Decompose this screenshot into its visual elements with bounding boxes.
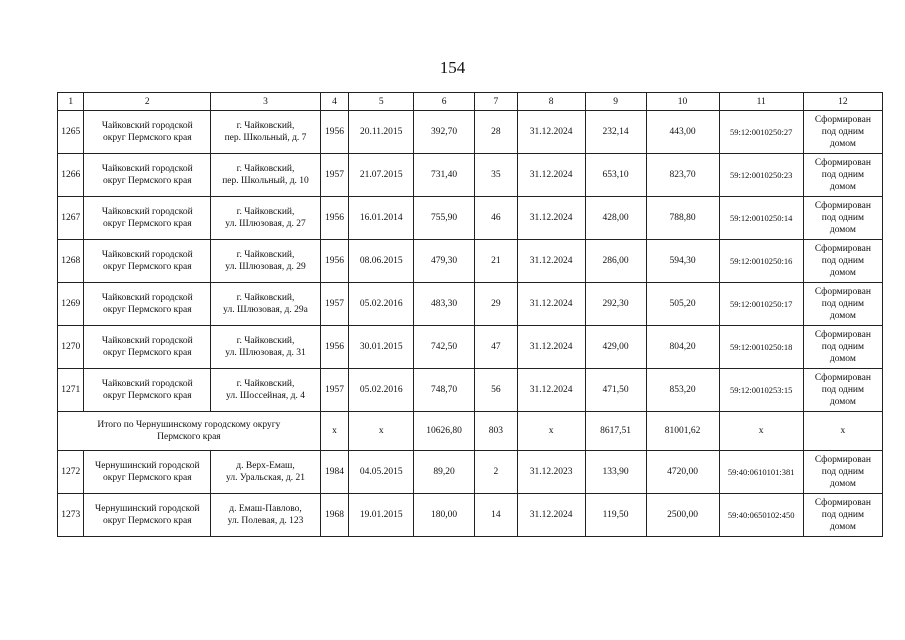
header-cell: 5 [349,93,414,111]
table-row [58,283,883,326]
status-cell-line: домом [829,397,856,407]
date-cell: 20.11.2015 [349,111,414,154]
district-cell [84,154,211,197]
status-cell-line: домом [829,354,856,364]
district-cell-line: Чайковский городской [101,379,193,389]
table-row [58,494,883,537]
district-cell [84,451,211,494]
total-row [58,412,883,451]
area-cell: 479,30 [414,240,475,283]
year-cell: 1957 [320,369,348,412]
status-cell [803,369,882,412]
district-cell-line: Чайковский городской [101,336,193,346]
residents-cell: 47 [475,326,518,369]
row-number-cell: 1271 [58,369,84,412]
year-cell: 1957 [320,154,348,197]
cadastral-cell: 59:12:0010250:27 [719,111,803,154]
area-cell: 748,70 [414,369,475,412]
table-row [58,111,883,154]
date-cell: 04.05.2015 [349,451,414,494]
area2-cell: 428,00 [585,197,646,240]
residents-cell: 21 [475,240,518,283]
district-cell [84,197,211,240]
area3-cell: 4720,00 [646,451,719,494]
status-cell-line: под одним [821,213,865,223]
status-cell [803,154,882,197]
address-cell-line: д. Верх-Емаш, [236,461,295,471]
deadline-cell: 31.12.2024 [517,494,585,537]
address-cell-line: ул. Шлюзовая, д. 29а [223,305,308,315]
status-cell-line: домом [829,479,856,489]
year-cell: 1956 [320,240,348,283]
address-cell [211,283,321,326]
area-cell: 731,40 [414,154,475,197]
table-row [58,197,883,240]
header-cell: 9 [585,93,646,111]
table-row [58,154,883,197]
area-cell: 89,20 [414,451,475,494]
district-cell-line: Чернушинский городской [95,461,200,471]
district-cell-line: Чайковский городской [101,164,193,174]
year-cell: 1956 [320,197,348,240]
status-cell-line: под одним [821,385,865,395]
area3-cell: 443,00 [646,111,719,154]
status-cell-line: под одним [821,342,865,352]
year-cell: 1956 [320,111,348,154]
year-cell: 1956 [320,326,348,369]
deadline-cell: 31.12.2024 [517,326,585,369]
header-cell: 8 [517,93,585,111]
address-cell-line: ул. Шлюзовая, д. 31 [225,348,306,358]
address-cell-line: г. Чайковский, [236,207,295,217]
date-cell: 16.01.2014 [349,197,414,240]
status-cell-line: под одним [821,127,865,137]
status-cell-line: Сформирован [814,158,871,168]
address-cell-line: д. Емаш-Павлово, [229,504,302,514]
area2-cell: 119,50 [585,494,646,537]
district-cell-line: округ Пермского края [103,176,192,186]
status-cell-line: под одним [821,467,865,477]
address-cell-line: г. Чайковский, [236,293,295,303]
table-row [58,326,883,369]
deadline-cell: 31.12.2023 [517,451,585,494]
date-cell: 08.06.2015 [349,240,414,283]
total-value-cell: х [517,412,585,451]
district-cell-line: округ Пермского края [103,516,192,526]
year-cell: 1957 [320,283,348,326]
residents-cell: 35 [475,154,518,197]
address-cell-line: ул. Шлюзовая, д. 29 [225,262,306,272]
status-cell-line: под одним [821,256,865,266]
status-cell [803,451,882,494]
date-cell: 19.01.2015 [349,494,414,537]
district-cell-line: Чайковский городской [101,250,193,260]
status-cell-line: под одним [821,299,865,309]
total-value-cell: 8617,51 [585,412,646,451]
cadastral-cell: 59:12:0010250:23 [719,154,803,197]
address-cell-line: ул. Шоссейная, д. 4 [226,391,306,401]
row-number-cell: 1272 [58,451,84,494]
row-number-cell: 1270 [58,326,84,369]
area3-cell: 594,30 [646,240,719,283]
status-cell-line: Сформирован [814,498,871,508]
district-cell [84,111,211,154]
row-number-cell: 1265 [58,111,84,154]
district-cell-line: округ Пермского края [103,133,192,143]
deadline-cell: 31.12.2024 [517,369,585,412]
area3-cell: 853,20 [646,369,719,412]
total-value-cell: х [719,412,803,451]
header-cell: 3 [211,93,321,111]
cadastral-cell: 59:12:0010250:16 [719,240,803,283]
district-cell-line: Чайковский городской [101,121,193,131]
row-number-cell: 1268 [58,240,84,283]
cadastral-cell: 59:40:0650102:450 [719,494,803,537]
housing-register-table [57,92,883,537]
residents-cell: 14 [475,494,518,537]
district-cell [84,494,211,537]
status-cell [803,111,882,154]
address-cell-line: пер. Школьный, д. 10 [222,176,309,186]
residents-cell: 29 [475,283,518,326]
residents-cell: 46 [475,197,518,240]
status-cell-line: Сформирован [814,115,871,125]
status-cell-line: домом [829,182,856,192]
total-label-line: Пермского края [157,432,221,442]
year-cell: 1984 [320,451,348,494]
status-cell-line: домом [829,268,856,278]
area-cell: 392,70 [414,111,475,154]
header-cell: 6 [414,93,475,111]
date-cell: 05.02.2016 [349,369,414,412]
total-value-cell: 81001,62 [646,412,719,451]
status-cell-line: Сформирован [814,201,871,211]
header-cell: 1 [58,93,84,111]
total-value-cell: х [320,412,348,451]
year-cell: 1968 [320,494,348,537]
address-cell-line: ул. Шлюзовая, д. 27 [225,219,306,229]
cadastral-cell: 59:12:0010250:14 [719,197,803,240]
area3-cell: 788,80 [646,197,719,240]
area3-cell: 804,20 [646,326,719,369]
area-cell: 483,30 [414,283,475,326]
deadline-cell: 31.12.2024 [517,197,585,240]
address-cell-line: г. Чайковский, [236,336,295,346]
date-cell: 30.01.2015 [349,326,414,369]
header-cell: 4 [320,93,348,111]
date-cell: 05.02.2016 [349,283,414,326]
status-cell-line: домом [829,522,856,532]
status-cell-line: домом [829,225,856,235]
address-cell-line: г. Чайковский, [236,164,295,174]
district-cell-line: Чернушинский городской [95,504,200,514]
status-cell-line: под одним [821,170,865,180]
row-number-cell: 1267 [58,197,84,240]
status-cell-line: Сформирован [814,373,871,383]
address-cell-line: г. Чайковский, [236,379,295,389]
header-cell: 10 [646,93,719,111]
address-cell-line: ул. Уральская, д. 21 [226,473,305,483]
header-row [58,93,883,111]
row-number-cell: 1266 [58,154,84,197]
total-value-cell: 803 [475,412,518,451]
deadline-cell: 31.12.2024 [517,154,585,197]
address-cell-line: пер. Школьный, д. 7 [224,133,307,143]
table-row [58,369,883,412]
deadline-cell: 31.12.2024 [517,283,585,326]
status-cell [803,326,882,369]
address-cell [211,111,321,154]
status-cell-line: домом [829,139,856,149]
district-cell [84,326,211,369]
total-value-cell: 10626,80 [414,412,475,451]
address-cell-line: г. Чайковский, [236,121,295,131]
area3-cell: 823,70 [646,154,719,197]
address-cell [211,326,321,369]
status-cell-line: под одним [821,510,865,520]
residents-cell: 56 [475,369,518,412]
district-cell-line: округ Пермского края [103,262,192,272]
district-cell [84,369,211,412]
district-cell-line: округ Пермского края [103,219,192,229]
address-cell [211,369,321,412]
district-cell [84,283,211,326]
deadline-cell: 31.12.2024 [517,111,585,154]
address-cell-line: ул. Полевая, д. 123 [227,516,304,526]
district-cell-line: округ Пермского края [103,473,192,483]
area3-cell: 2500,00 [646,494,719,537]
residents-cell: 28 [475,111,518,154]
area2-cell: 429,00 [585,326,646,369]
table-row [58,451,883,494]
status-cell [803,283,882,326]
area2-cell: 653,10 [585,154,646,197]
status-cell-line: Сформирован [814,330,871,340]
row-number-cell: 1273 [58,494,84,537]
row-number-cell: 1269 [58,283,84,326]
status-cell [803,494,882,537]
area-cell: 755,90 [414,197,475,240]
address-cell [211,451,321,494]
status-cell-line: Сформирован [814,287,871,297]
address-cell-line: г. Чайковский, [236,250,295,260]
address-cell [211,154,321,197]
status-cell-line: Сформирован [814,455,871,465]
cadastral-cell: 59:12:0010253:15 [719,369,803,412]
district-cell-line: округ Пермского края [103,391,192,401]
district-cell-line: Чайковский городской [101,207,193,217]
total-value-cell: х [803,412,882,451]
district-cell-line: округ Пермского края [103,305,192,315]
date-cell: 21.07.2015 [349,154,414,197]
cadastral-cell: 59:40:0610101:381 [719,451,803,494]
residents-cell: 2 [475,451,518,494]
area2-cell: 232,14 [585,111,646,154]
header-cell: 2 [84,93,211,111]
address-cell [211,240,321,283]
status-cell-line: домом [829,311,856,321]
area2-cell: 286,00 [585,240,646,283]
area-cell: 180,00 [414,494,475,537]
district-cell-line: округ Пермского края [103,348,192,358]
status-cell [803,197,882,240]
total-value-cell: х [349,412,414,451]
total-label-line: Итого по Чернушинскому городскому округу [97,420,281,430]
status-cell-line: Сформирован [814,244,871,254]
area-cell: 742,50 [414,326,475,369]
total-label [58,412,321,451]
status-cell [803,240,882,283]
address-cell [211,494,321,537]
area2-cell: 471,50 [585,369,646,412]
table-row [58,240,883,283]
area2-cell: 133,90 [585,451,646,494]
district-cell-line: Чайковский городской [101,293,193,303]
deadline-cell: 31.12.2024 [517,240,585,283]
cadastral-cell: 59:12:0010250:18 [719,326,803,369]
cadastral-cell: 59:12:0010250:17 [719,283,803,326]
header-cell: 7 [475,93,518,111]
header-cell: 11 [719,93,803,111]
page-number: 154 [439,58,466,77]
address-cell [211,197,321,240]
area3-cell: 505,20 [646,283,719,326]
header-cell: 12 [803,93,882,111]
area2-cell: 292,30 [585,283,646,326]
district-cell [84,240,211,283]
